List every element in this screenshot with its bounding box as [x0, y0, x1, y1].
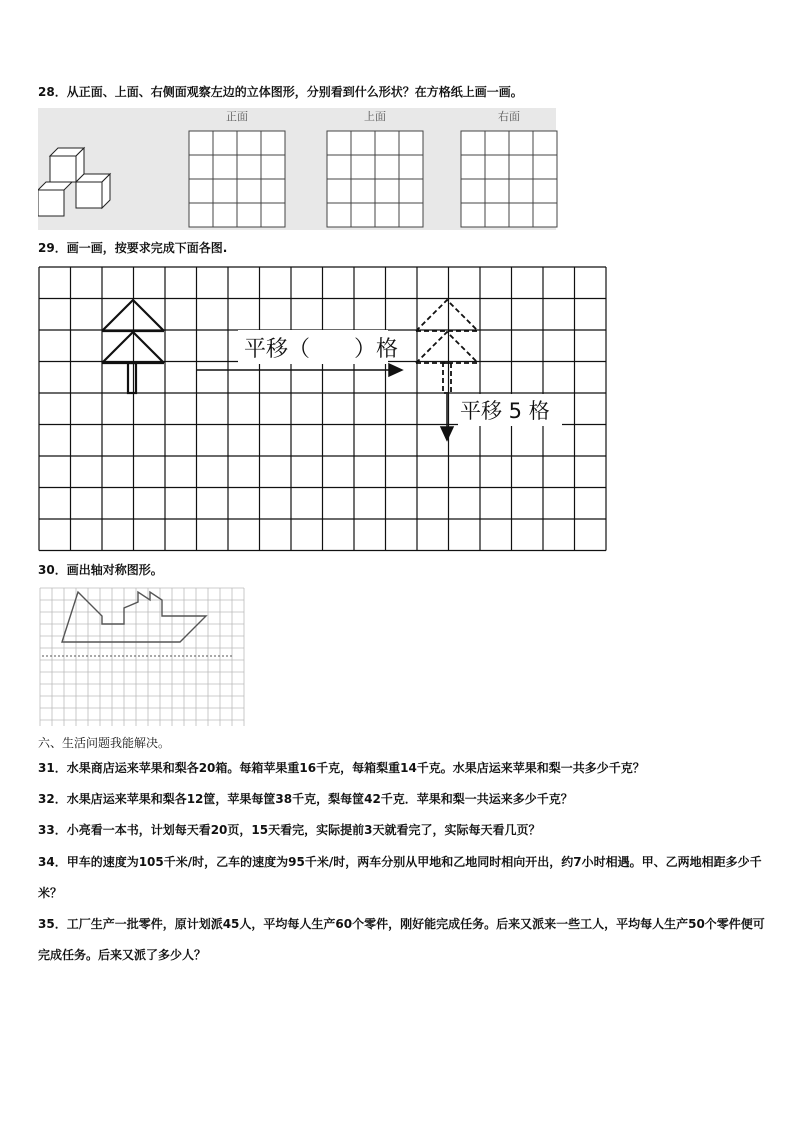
view-label-front: 正面 [226, 110, 248, 123]
translated-tree-dashed [416, 300, 478, 393]
question-28: 28．从正面、上面、右侧面观察左边的立体图形，分别看到什么形状？在方格纸上画一画。 [38, 85, 523, 99]
cube-solid-figure [38, 143, 118, 233]
vertical-arrow [441, 394, 453, 440]
label-vertical-move: 平移 5 格 [460, 399, 550, 423]
symmetry-grid[interactable] [38, 586, 248, 728]
question-33: 33．小亮看一本书，计划每天看20页，15天看完，实际提前3天就看完了，实际每天看几页？ [38, 823, 541, 837]
question-32: 32．水果店运来苹果和梨各12筐，苹果每筐38千克，梨每筐42千克．苹果和梨一共运来多少千克？ [38, 792, 573, 806]
front-view-grid[interactable] [188, 130, 286, 228]
top-view-grid[interactable] [326, 130, 424, 228]
question-35: 35．工厂生产一批零件，原计划派45人，平均每人生产60个零件，刚好能完成任务。后来又派来一些工人，平均每人生产50个零件便可完成任务。后来又派了多少人？ [38, 917, 765, 962]
question-30: 30．画出轴对称图形。 [38, 563, 163, 577]
q28-figure-panel [38, 108, 556, 230]
translation-grid[interactable] [38, 266, 608, 552]
question-31: 31．水果商店运来苹果和梨各20箱。每箱苹果重16千克，每箱梨重14千克。水果店运来苹果和梨一共多少千克？ [38, 761, 645, 775]
question-34: 34．甲车的速度为105千米/时，乙车的速度为95千米/时，两车分别从甲地和乙地同时相向开出，约7小时相遇。甲、乙两地相距多少千米？ [38, 855, 762, 900]
section-6-heading: 六、生活问题我能解决。 [38, 736, 171, 750]
horizontal-arrow [196, 364, 402, 376]
right-view-grid[interactable] [460, 130, 558, 228]
label-horizontal-move: 平移（ ）格 [244, 337, 399, 362]
question-29: 29．画一画，按要求完成下面各图. [38, 241, 228, 255]
view-label-right: 右面 [498, 110, 520, 123]
view-label-top: 上面 [364, 110, 386, 123]
